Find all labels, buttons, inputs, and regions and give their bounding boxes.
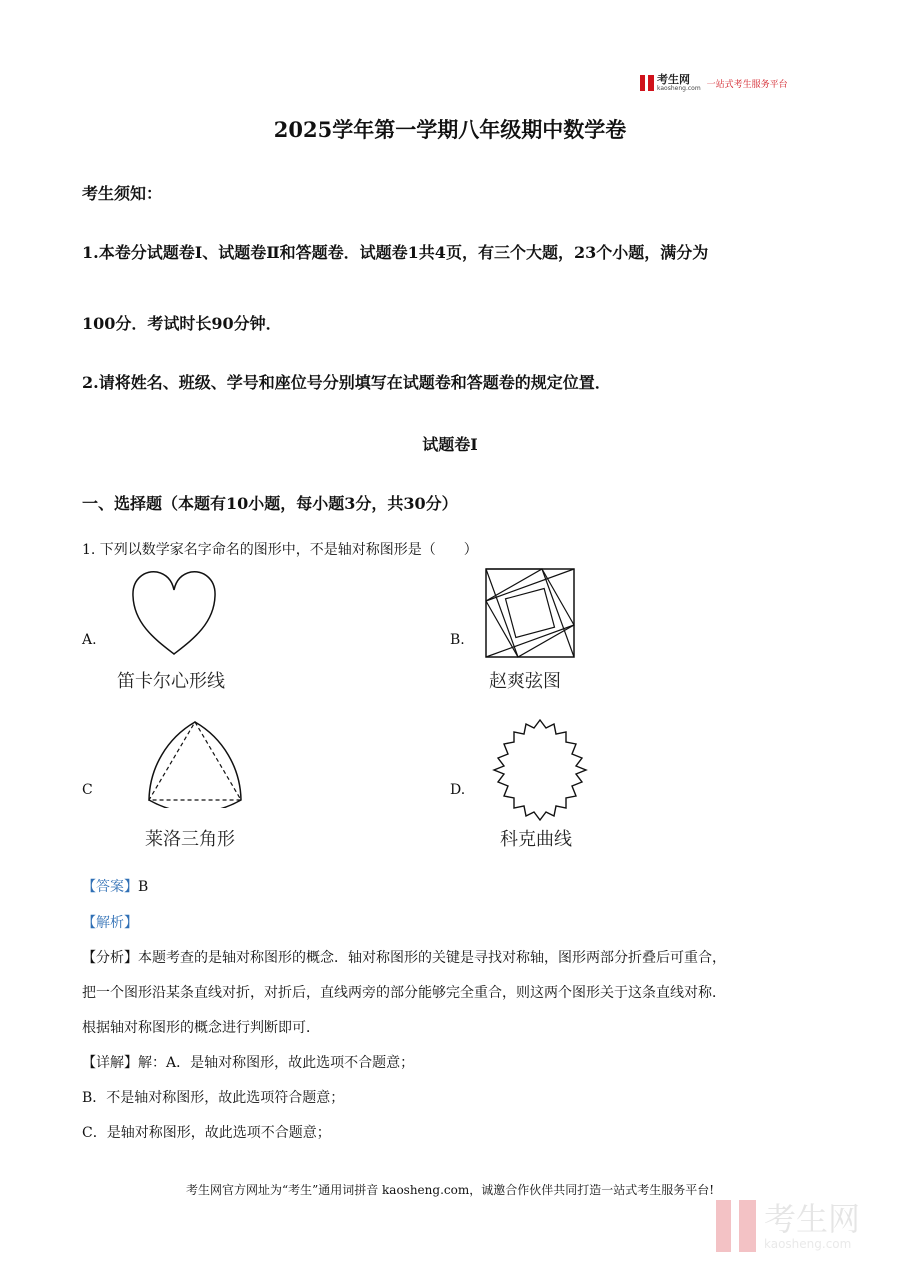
fenxi-line-1 <box>82 947 726 967</box>
kaosheng-logo-icon <box>640 75 654 91</box>
option-d-letter: D. <box>450 782 466 798</box>
option-c-letter: C <box>82 782 93 798</box>
option-c-caption: 莱洛三角形 <box>145 829 235 850</box>
option-b-caption: 赵爽弦图 <box>489 671 561 692</box>
question-stem: 1. 下列以数学家名字命名的图形中，不是轴对称图形是（ ） <box>82 542 478 558</box>
answer-value: B <box>138 879 149 895</box>
watermark <box>716 1200 860 1252</box>
answer-line <box>82 876 148 896</box>
fenxi-line-3: 根据轴对称图形的概念进行判断即可． <box>82 1020 320 1036</box>
detail-text-1: 解：A．是轴对称图形，故此选项不合题意； <box>138 1055 415 1071</box>
watermark-logo-icon <box>716 1200 756 1252</box>
part-title: 一、选择题（本题有10小题，每小题3分，共30分） <box>82 494 458 513</box>
detail-line-2: B．不是轴对称图形，故此选项符合题意； <box>82 1090 345 1106</box>
page-title: 2025学年第一学期八年级期中数学卷 <box>273 117 627 142</box>
detail-line-1 <box>82 1052 414 1072</box>
fenxi-tag: 【分析】 <box>82 950 138 966</box>
footer-text: 考生网官方网址为“考生”通用词拼音 kaosheng.com，诚邀合作伙伴共同打造一站式考生服务平台! <box>185 1183 715 1197</box>
option-b-letter: B. <box>450 632 465 648</box>
heart-icon <box>126 566 222 662</box>
logo-slogan: 一站式考生服务平台 <box>706 79 788 90</box>
header-logo[interactable] <box>640 73 788 93</box>
watermark-text: 考生网 <box>764 1200 861 1238</box>
notice-item-2: 2.请将姓名、班级、学号和座位号分别填写在试题卷和答题卷的规定位置． <box>82 373 611 392</box>
detail-tag: 【详解】 <box>82 1055 138 1071</box>
notice-heading: 考生须知： <box>82 184 163 203</box>
option-a-letter: A. <box>82 632 97 648</box>
logo-text: 考生网 <box>657 73 690 86</box>
fenxi-line-2: 把一个图形沿某条直线对折，对折后，直线两旁的部分能够完全重合，则这两个图形关于这条直线对称． <box>82 985 726 1001</box>
detail-line-3: C．是轴对称图形，故此选项不合题意； <box>82 1125 331 1141</box>
option-d-caption: 科克曲线 <box>500 829 572 850</box>
zhao-shuang-diagram-icon <box>484 567 576 659</box>
option-a-caption: 笛卡尔心形线 <box>117 671 225 692</box>
analysis-tag: 【解析】 <box>82 915 138 931</box>
fenxi-text: 本题考查的是轴对称图形的概念．轴对称图形的关键是寻找对称轴，图形两部分折叠后可重合， <box>138 950 726 966</box>
logo-domain: kaosheng.com <box>657 85 701 92</box>
reuleaux-triangle-icon <box>140 716 250 808</box>
answer-tag: 【答案】 <box>82 879 138 895</box>
koch-curve-icon <box>484 714 596 826</box>
notice-item-1-cont: 100分．考试时长90分钟． <box>82 314 282 333</box>
section-title: 试题卷Ⅰ <box>422 435 478 454</box>
notice-item-1: 1.本卷分试题卷Ⅰ、试题卷Ⅱ和答题卷．试题卷1共4页，有三个大题，23个小题，满分为 <box>82 243 709 262</box>
watermark-domain: kaosheng.com <box>764 1237 852 1251</box>
